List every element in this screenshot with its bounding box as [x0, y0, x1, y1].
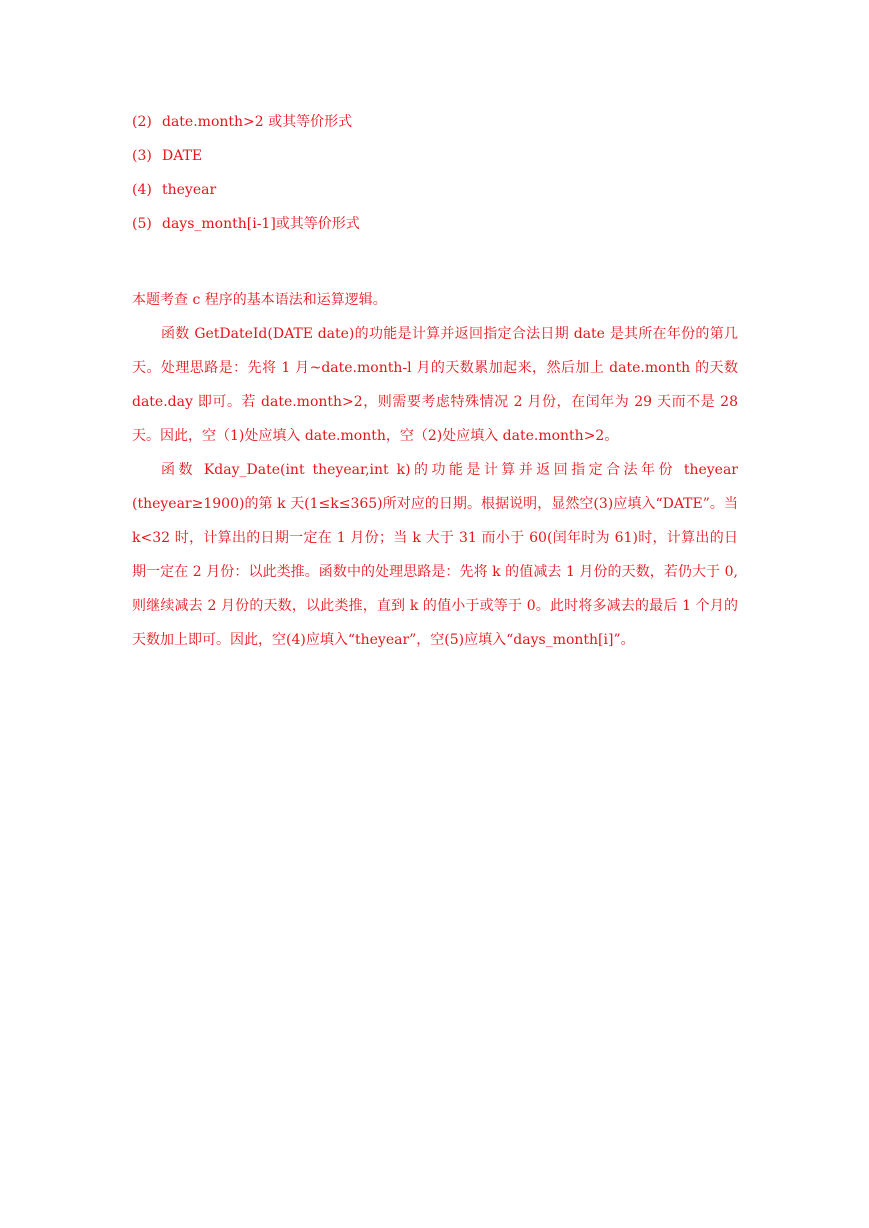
analysis-section [132, 283, 738, 657]
answer-item-3 [132, 146, 752, 180]
answer-item-5 [132, 214, 752, 248]
analysis-paragraph-kday-date: 函数 Kday_Date(int theyear,int k)的功能是计算并返回指定合法年份 theyear (theyear≥1900)的第 k 天(1≤k≤365)所对应的日期。根据说明，显然空(3)应填入“DATE”。当 k<32 时，计算出的日期一定在 1 月份；当 k 大于 31 而小于 60(闰年时为 61)时，计算出的日期一定在 2 月份：以此类推。函数中的处理思路是：先将 k 的值减去 1 月份的天数，若仍大于 0,则继续减去 2 月份的天数，以此类推，直到 k 的值小于或等于 0。此时将多减去的最后 1 个月的天数加上即可。因此，空(4)应填入“theyear”，空(5)应填入“days_month[i]”。 [132, 462, 738, 648]
answer-number: (3) [132, 148, 152, 164]
answer-item-2 [132, 112, 752, 146]
answer-number: (5) [132, 216, 152, 232]
analysis-paragraph-getdateid: 函数 GetDateId(DATE date)的功能是计算并返回指定合法日期 date 是其所在年份的第几天。处理思路是：先将 1 月~date.month-l 月的天数累加起来，然后加上 date.month 的天数 date.day 即可。若 date.month>2，则需要考虑特殊情况 2 月份，在闰年为 29 天而不是 28 天。因此，空（1)处应填入 date.month，空（2)处应填入 date.month>2。 [132, 326, 738, 444]
answer-text: DATE [162, 148, 203, 164]
answer-number: (2) [132, 114, 152, 130]
answer-text: date.month>2 或其等价形式 [162, 114, 353, 130]
answer-item-4 [132, 180, 752, 214]
answer-text: days_month[i-1]或其等价形式 [162, 216, 360, 232]
answer-text: theyear [162, 182, 217, 198]
answer-list [132, 112, 752, 248]
answer-number: (4) [132, 182, 152, 198]
analysis-intro: 本题考查 c 程序的基本语法和运算逻辑。 [132, 292, 387, 308]
